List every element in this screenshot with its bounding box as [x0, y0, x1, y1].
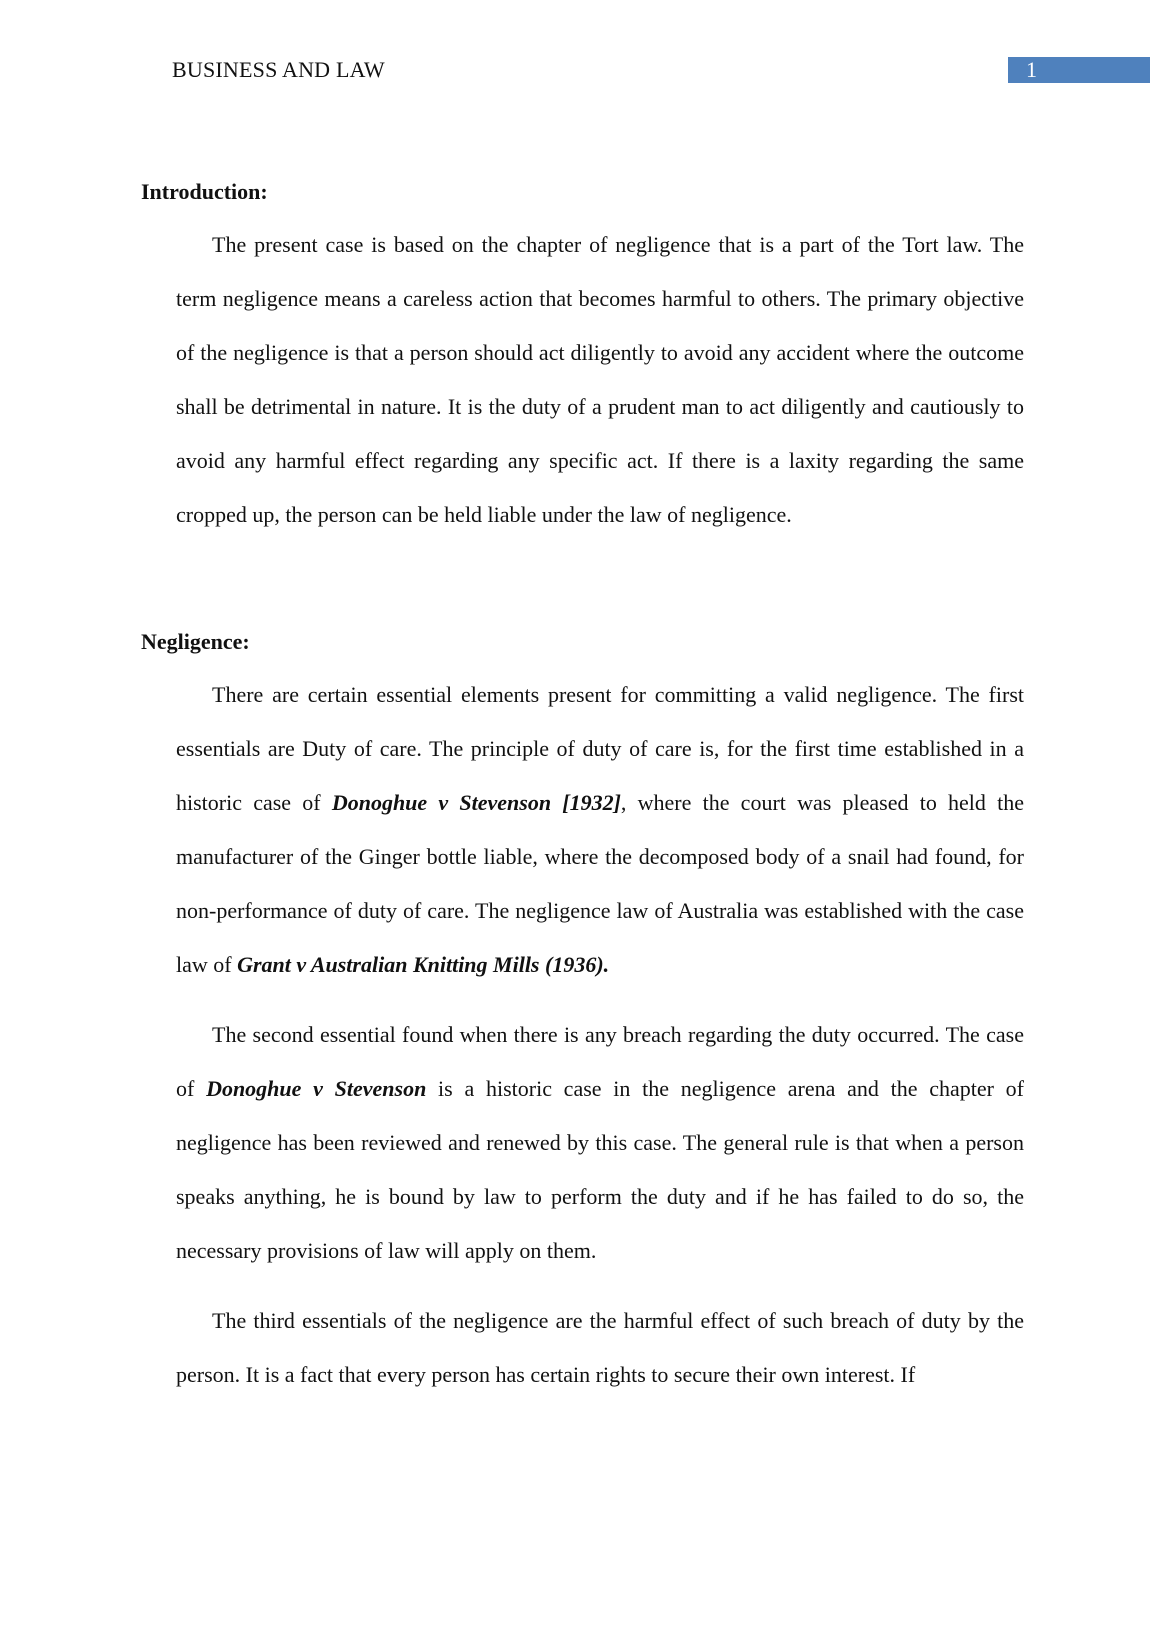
- negligence-paragraph-1: [176, 668, 1024, 992]
- introduction-heading: Introduction:: [141, 179, 268, 204]
- case-citation: Donoghue v Stevenson [1932]: [331, 790, 621, 815]
- negligence-paragraph-2: [176, 1008, 1024, 1278]
- paragraph-text: There are certain essential elements present for committing a valid negligence. The first essentials are Duty of care. The principle of duty of care is, for the first time established in a historic case of: [176, 682, 1024, 815]
- case-citation: Donoghue v Stevenson: [206, 1076, 427, 1101]
- introduction-paragraph: The present case is based on the chapter of negligence that is a part of the Tort law. The term negligence means a careless action that becomes harmful to others. The primary objective of the negligence is that a person should act diligently to avoid any accident where the outcome shall be detrimental in nature. It is the duty of a prudent man to act diligently and cautiously to avoid any harmful effect regarding any specific act. If there is a laxity regarding the same cropped up, the person can be held liable under the law of negligence.: [176, 232, 1024, 527]
- paragraph-text: The second essential found when there is any breach regarding the duty occurred. The case of: [176, 1022, 1024, 1101]
- case-citation: Grant v Australian Knitting Mills (1936).: [237, 952, 610, 977]
- negligence-heading: Negligence:: [141, 629, 250, 654]
- page-number: 1: [1026, 57, 1037, 82]
- running-header-title: BUSINESS AND LAW: [172, 57, 385, 82]
- negligence-paragraph-3: The third essentials of the negligence are the harmful effect of such breach of duty by the person. It is a fact that every person has certain rights to secure their own interest. If: [176, 1308, 1024, 1387]
- page-number-badge: [1008, 57, 1150, 83]
- paragraph-text: , where the court was pleased to held the manufacturer of the Ginger bottle liable, where the decomposed body of a snail had found, for non-performance of duty of care. The negligence law of Australia was established with the case law of: [176, 790, 1025, 977]
- paragraph-text: is a historic case in the negligence arena and the chapter of negligence has been reviewed and renewed by this case. The general rule is that when a person speaks anything, he is bound by law to perform the duty and if he has failed to do so, the necessary provisions of law will apply on them.: [176, 1076, 1024, 1263]
